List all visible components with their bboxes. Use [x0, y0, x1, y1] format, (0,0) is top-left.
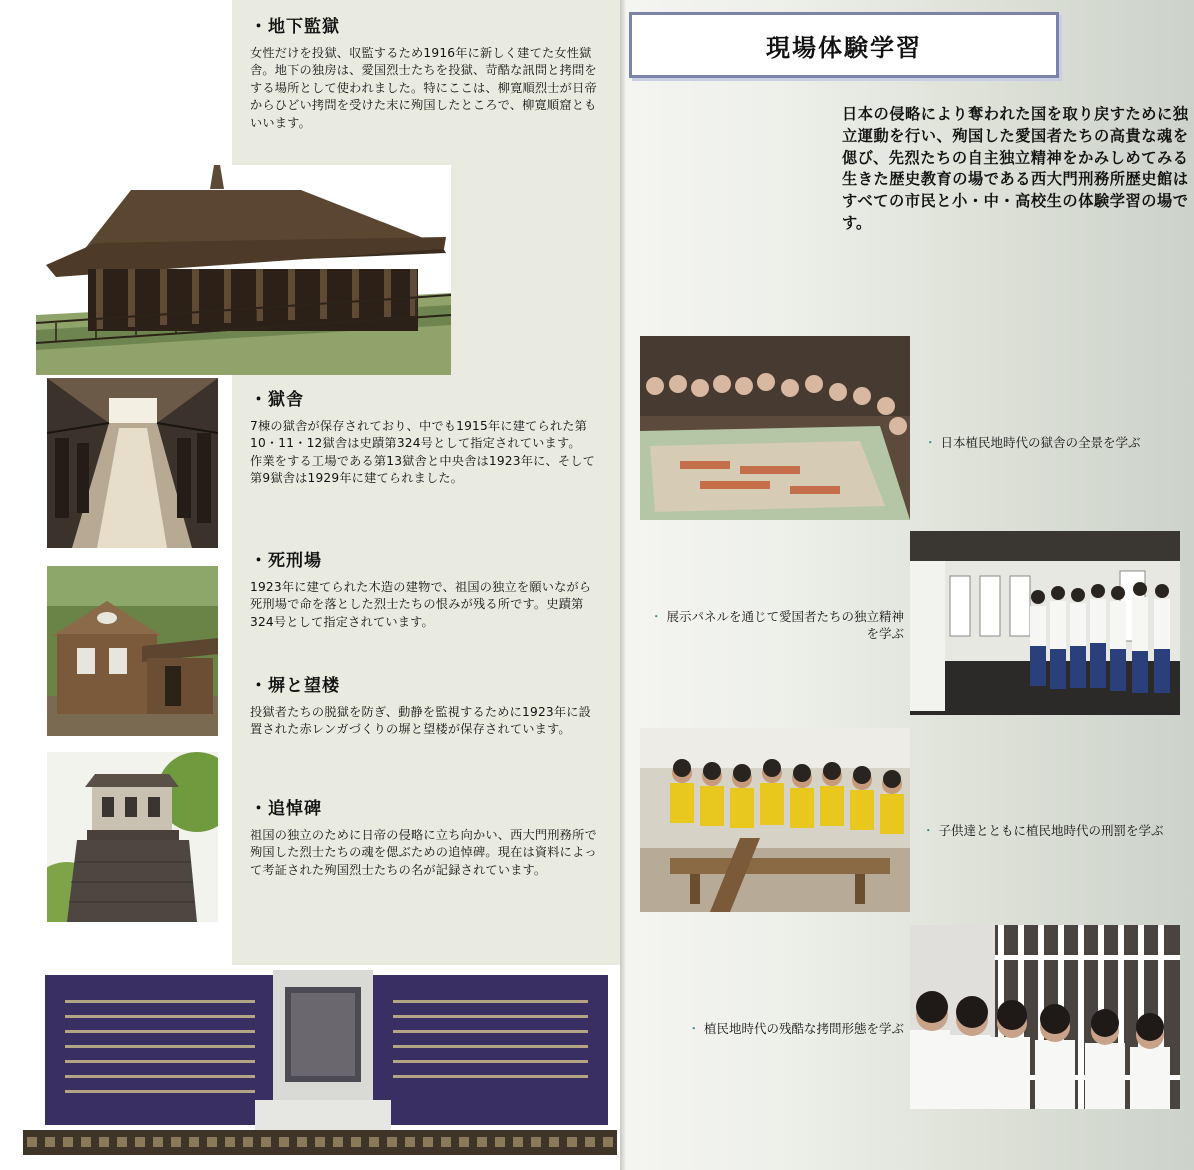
caption-3	[922, 822, 1184, 839]
caption-text: 展示パネルを通じて愛国者たちの独立精神を学ぶ	[666, 609, 904, 641]
bullet-icon: ・	[649, 609, 663, 624]
section-body: 祖国の独立のために日帝の侵略に立ち向かい、西大門刑務所で殉国した烈士たちの魂を偲ぶための追悼碑。現在は資料によって考証された殉国烈士たちの名が記録されています。	[250, 828, 597, 877]
section-memorial	[250, 794, 602, 879]
caption-text: 子供達とともに植民地時代の刑罰を学ぶ	[938, 823, 1164, 838]
prison-corridor-photo	[47, 378, 218, 548]
section-execution-site	[250, 546, 602, 631]
section-wall-and-watchtower	[250, 671, 602, 739]
memorial-monument-photo	[23, 965, 617, 1155]
watchtower-photo	[47, 752, 218, 922]
section-heading: ・獄舎	[250, 390, 304, 410]
section-body: 7棟の獄舎が保存されており、中でも1915年に建てられた第10・11・12獄舎は史蹟第324号として指定されています。 作業をする工場である第13獄舎と中央舎は1923年に、そして第9獄舎は1929年に建てられました。	[250, 419, 596, 486]
intro-text: 日本の侵略により奪われた国を取り戻すために独立運動を行い、殉国した愛国者たちの高貴な魂を偲び、先烈たちの自主独立精神をかみしめてみる生きた歴史教育の場である西大門刑務所歴史館はすべての市民と小・中・高校生の体験学習の場です。	[842, 105, 1188, 232]
children-cell-bars-photo	[910, 925, 1180, 1109]
underground-prison-building-photo	[36, 165, 451, 375]
section-heading: ・死刑場	[250, 551, 322, 571]
section-body: 1923年に建てられた木造の建物で、祖国の独立を願いながら死刑場で命を落とした烈士たちの恨みが残る所です。史蹟第324号として指定されています。	[250, 580, 592, 629]
children-punishment-photo	[640, 728, 910, 912]
execution-house-photo	[47, 566, 218, 736]
page-title-box	[629, 12, 1059, 78]
prison-model-photo	[640, 336, 910, 520]
caption-text: 植民地時代の残酷な拷問形態を学ぶ	[703, 1021, 904, 1036]
page-title: 現場体験学習	[766, 33, 922, 62]
section-heading: ・塀と望楼	[250, 676, 340, 696]
section-prison-cells	[250, 385, 602, 488]
exhibition-hall-photo	[910, 531, 1180, 715]
section-underground-prison	[250, 12, 602, 132]
section-body: 投獄者たちの脱獄を防ぎ、動静を監視するために1923年に設置された赤レンガづくりの塀と望楼が保存されています。	[250, 705, 592, 737]
bullet-icon: ・	[687, 1021, 700, 1036]
section-body: 女性だけを投獄、収監するため1916年に新しく建てた女性獄舎。地下の独房は、愛国烈士たちを投獄、苛酷な訊問と拷問をする場所として使われました。特にここは、柳寛順烈士が日帝からひどい拷問を受けた末に殉国したところで、柳寛順窟ともいいます。	[250, 46, 597, 130]
section-heading: ・追悼碑	[250, 799, 322, 819]
caption-text: 日本植民地時代の獄舎の全景を学ぶ	[940, 435, 1141, 450]
caption-1	[924, 434, 1184, 451]
bullet-icon: ・	[924, 435, 937, 450]
section-heading: ・地下監獄	[250, 17, 340, 37]
caption-2	[646, 608, 904, 642]
bullet-icon: ・	[922, 823, 935, 838]
caption-4	[646, 1020, 904, 1037]
